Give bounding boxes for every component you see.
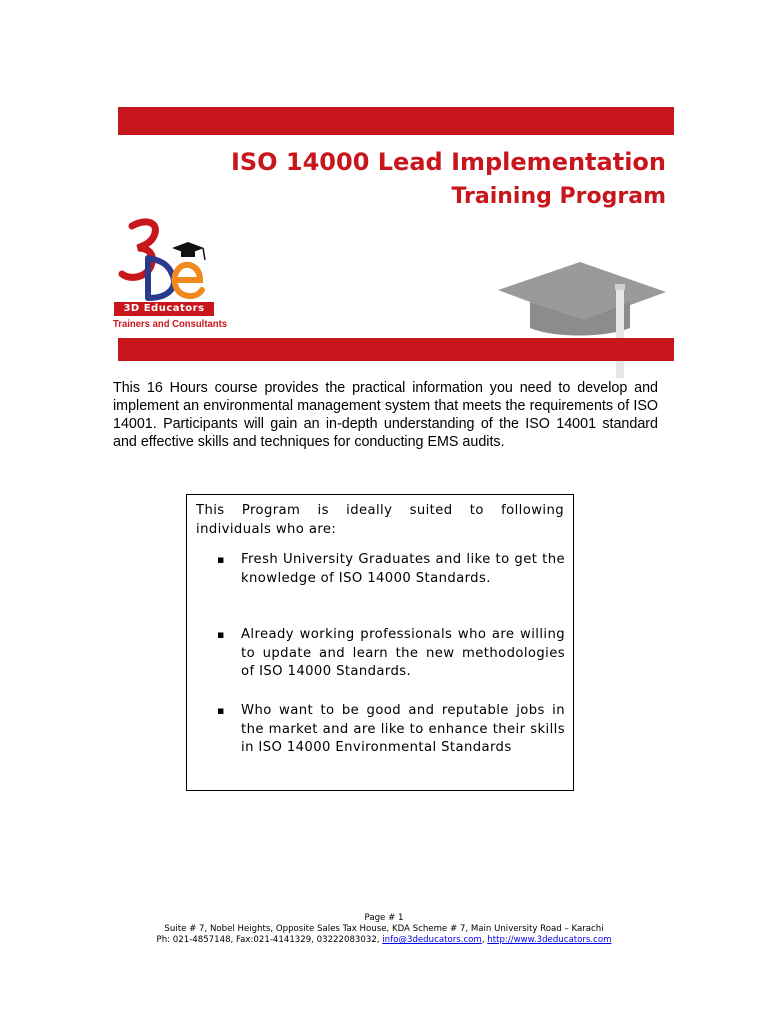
logo-company-name: 3D Educators bbox=[114, 302, 214, 316]
header-bar-top bbox=[118, 107, 674, 135]
intro-paragraph: This 16 Hours course provides the practical information you need to develop and implement an environmental management system that meets the requirements of ISO 14001. Participants will gain an in-depth understanding of the ISO 14001 standard and effective skills and techniques for conducting EMS audits. bbox=[113, 380, 658, 450]
audience-heading: This Program is ideally suited to following individuals who are: bbox=[196, 503, 564, 537]
logo-tagline: Trainers and Consultants bbox=[113, 319, 228, 330]
audience-list-item bbox=[217, 626, 565, 682]
audience-list-item bbox=[217, 551, 565, 588]
company-logo bbox=[110, 218, 228, 334]
footer-contact bbox=[0, 935, 768, 946]
page-subtitle: Training Program bbox=[451, 184, 666, 209]
footer-address: Suite # 7, Nobel Heights, Opposite Sales Tax House, KDA Scheme # 7, Main University Road – Karachi bbox=[164, 924, 604, 934]
graduation-cap-icon bbox=[494, 258, 670, 382]
audience-item-text: Already working professionals who are willing to update and learn the new methodologies of ISO 14000 Standards. bbox=[241, 627, 565, 680]
email-link[interactable]: info@3deducators.com bbox=[382, 935, 482, 945]
header-bar-bottom bbox=[118, 338, 674, 361]
audience-item-text: Who want to be good and reputable jobs in the market and are like to enhance their skills in ISO 14000 Environmental Standards bbox=[241, 703, 565, 756]
audience-item-text: Fresh University Graduates and like to get the knowledge of ISO 14000 Standards. bbox=[241, 552, 565, 586]
bullet-icon: ▪ bbox=[217, 628, 225, 641]
footer-separator: , bbox=[481, 935, 488, 945]
page-title: ISO 14000 Lead Implementation bbox=[230, 148, 666, 176]
page-footer bbox=[0, 913, 768, 946]
audience-box bbox=[186, 494, 574, 791]
page-number: Page # 1 bbox=[364, 913, 404, 923]
footer-phones: Ph: 021-4857148, Fax:021-4141329, 03222083032, bbox=[156, 935, 383, 945]
logo-mark-icon bbox=[110, 218, 218, 304]
bullet-icon: ▪ bbox=[217, 704, 225, 717]
audience-list-item bbox=[217, 702, 565, 758]
website-link[interactable]: http://www.3deducators.com bbox=[487, 935, 612, 945]
bullet-icon: ▪ bbox=[217, 553, 225, 566]
